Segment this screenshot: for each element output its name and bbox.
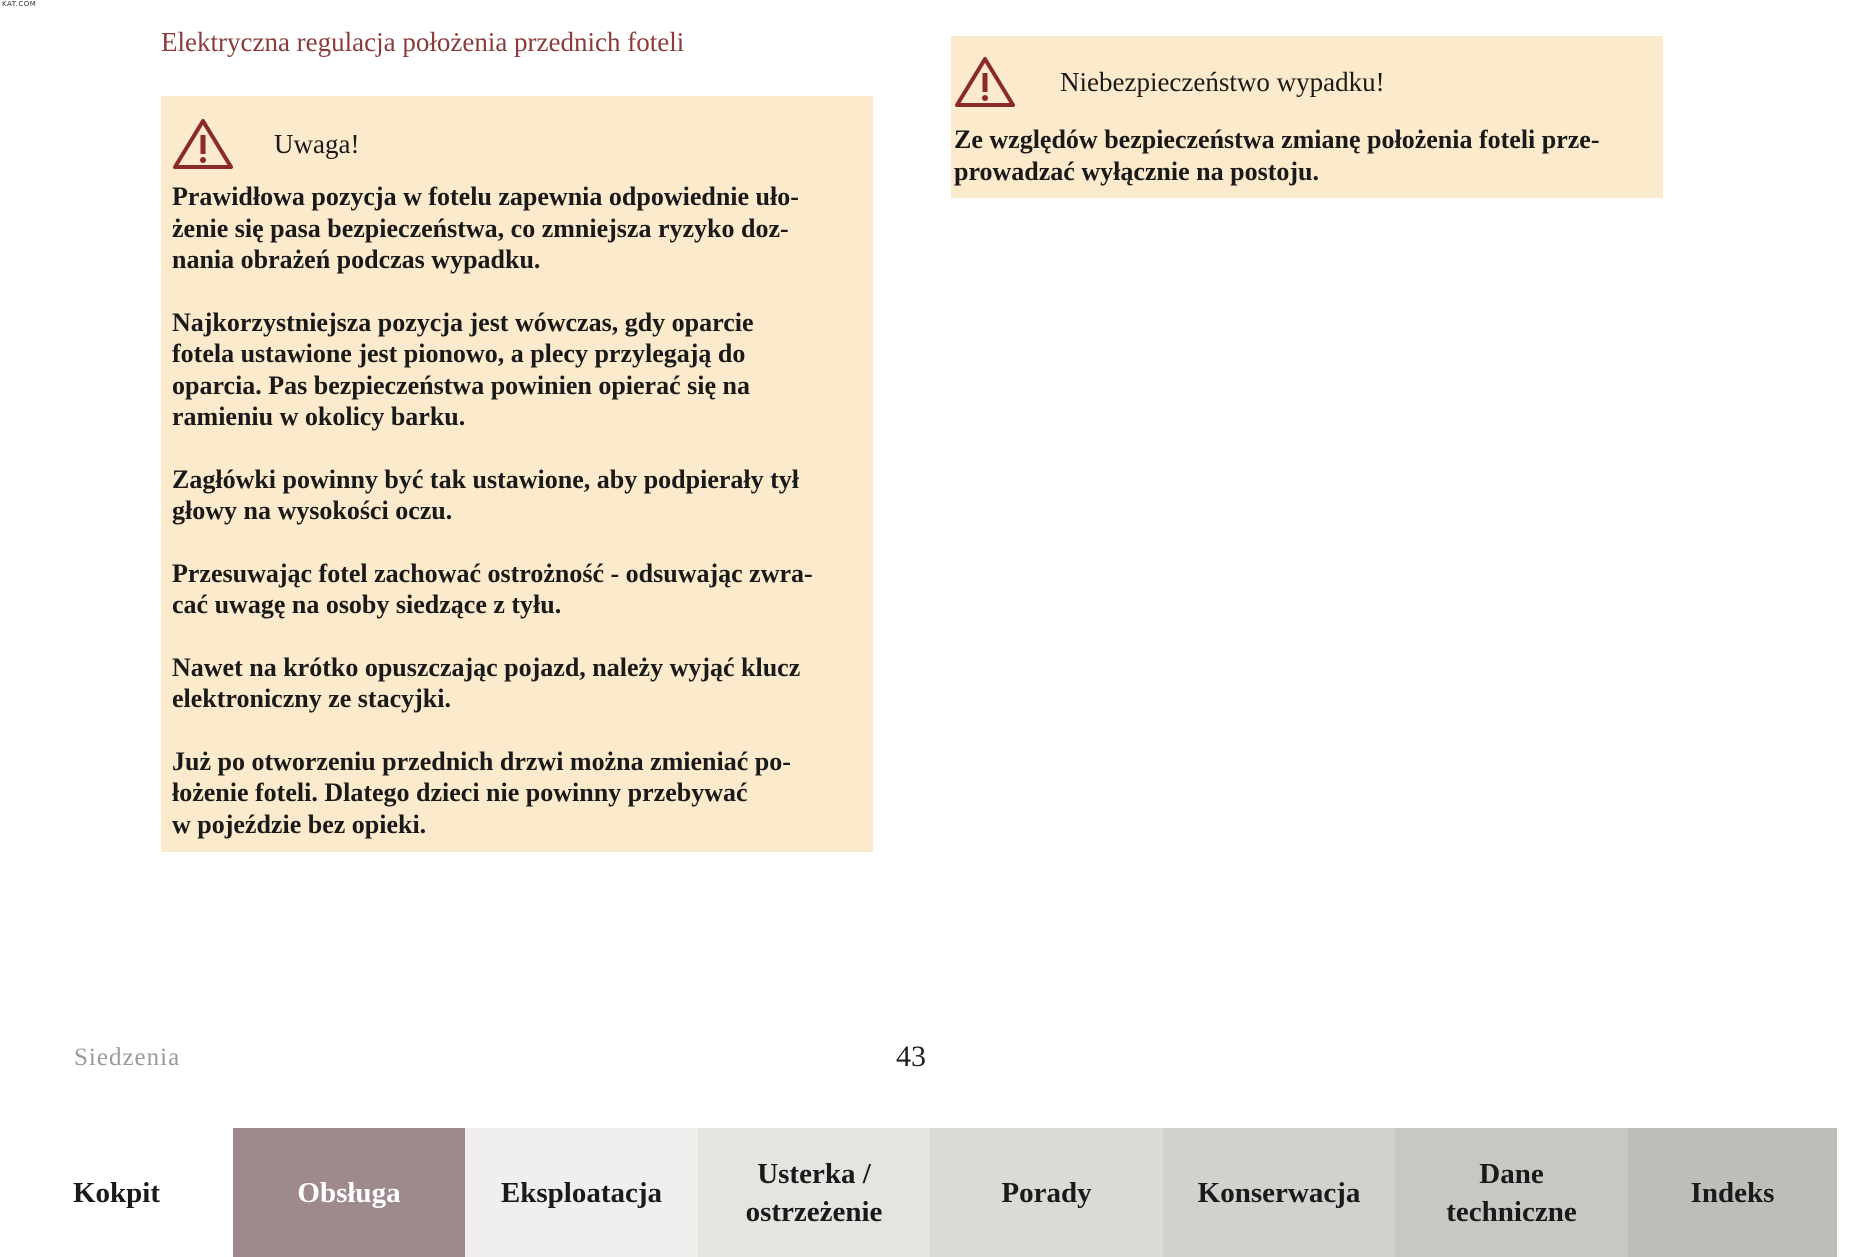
paragraph-line: oparcia. Pas bezpieczeństwa powinien opierać się na: [172, 370, 750, 400]
warning-title: Niebezpieczeństwo wypadku!: [1060, 66, 1385, 97]
warning-header: [954, 54, 1663, 110]
paragraph-line: Zagłówki powinny być tak ustawione, aby podpierały tył: [172, 464, 800, 494]
nav-tab-label: Indeks: [1690, 1176, 1775, 1209]
paragraph-line: Najkorzystniejsza pozycja jest wówczas, gdy oparcie: [172, 307, 754, 337]
nav-tab-usterka-ostrzeżenie[interactable]: [698, 1128, 930, 1257]
warning-box-accident-danger: [951, 36, 1663, 198]
page-number: 43: [896, 1040, 926, 1073]
warning-header: [172, 116, 873, 172]
paragraph-line: głowy na wysokości oczu.: [172, 496, 453, 525]
nav-tab-indeks[interactable]: [1628, 1128, 1837, 1257]
nav-tab-konserwacja[interactable]: [1163, 1128, 1395, 1257]
nav-tab-label: Eksploatacja: [500, 1176, 663, 1209]
warning-triangle-icon: [172, 118, 234, 170]
nav-tab-label: Usterka / ostrzeżenie: [745, 1157, 883, 1228]
nav-tab-kokpit[interactable]: [0, 1128, 233, 1257]
paragraph-line: łożenie foteli. Dlatego dzieci nie powinny przebywać: [172, 778, 748, 807]
paragraph-line: Przesuwając fotel zachować ostrożność - odsuwając zwra-: [172, 558, 813, 588]
paragraph-line: fotela ustawione jest pionowo, a plecy przylegają do: [172, 339, 746, 368]
warning-paragraph: [172, 746, 873, 841]
warning-paragraph: [172, 558, 873, 621]
paragraph-line: Już po otworzeniu przednich drzwi można zmieniać po-: [172, 746, 791, 776]
nav-tab-dane-techniczne[interactable]: [1395, 1128, 1628, 1257]
watermark: KAT.COM: [2, 0, 37, 8]
paragraph-line: elektroniczny ze stacyjki.: [172, 684, 451, 713]
paragraph-line: Nawet na krótko opuszczając pojazd, należy wyjąć klucz: [172, 652, 801, 682]
nav-tab-label: Kokpit: [72, 1176, 161, 1209]
paragraph-line: ramieniu w okolicy barku.: [172, 402, 466, 431]
section-title: Elektryczna regulacja położenia przednich foteli: [161, 27, 685, 57]
warning-paragraph: [172, 181, 873, 276]
paragraph-line: prowadzać wyłącznie na postoju.: [954, 156, 1319, 186]
warning-paragraph: [172, 307, 873, 433]
paragraph-line: żenie się pasa bezpieczeństwa, co zmniejsza ryzyko doz-: [172, 213, 789, 243]
paragraph-line: cać uwagę na osoby siedzące z tyłu.: [172, 590, 562, 619]
warning-box-caution: [161, 96, 873, 852]
footer-section-name: Siedzenia: [74, 1044, 181, 1071]
nav-tab-label: Porady: [1001, 1176, 1092, 1209]
paragraph-line: nania obrażeń podczas wypadku.: [172, 245, 541, 274]
warning-body: [172, 181, 873, 840]
warning-paragraph: [172, 464, 873, 527]
warning-body: [954, 124, 1663, 187]
paragraph-line: w pojeździe bez opieki.: [172, 809, 427, 839]
nav-tab-label: Dane techniczne: [1446, 1157, 1577, 1228]
warning-paragraph: [172, 652, 873, 715]
warning-triangle-icon: [954, 56, 1016, 108]
warning-title: Uwaga!: [274, 128, 360, 159]
nav-tab-obsługa[interactable]: [233, 1128, 465, 1257]
paragraph-line: Ze względów bezpieczeństwa zmianę położenia foteli prze-: [954, 125, 1600, 154]
nav-tab-label: Obsługa: [297, 1176, 401, 1209]
nav-tab-porady[interactable]: [930, 1128, 1163, 1257]
paragraph-line: Prawidłowa pozycja w fotelu zapewnia odpowiednie uło-: [172, 182, 799, 211]
nav-tab-eksploatacja[interactable]: [465, 1128, 698, 1257]
warning-paragraph: [954, 124, 1663, 187]
nav-tab-label: Konserwacja: [1197, 1176, 1361, 1209]
chapter-navigation: [0, 1128, 1857, 1257]
